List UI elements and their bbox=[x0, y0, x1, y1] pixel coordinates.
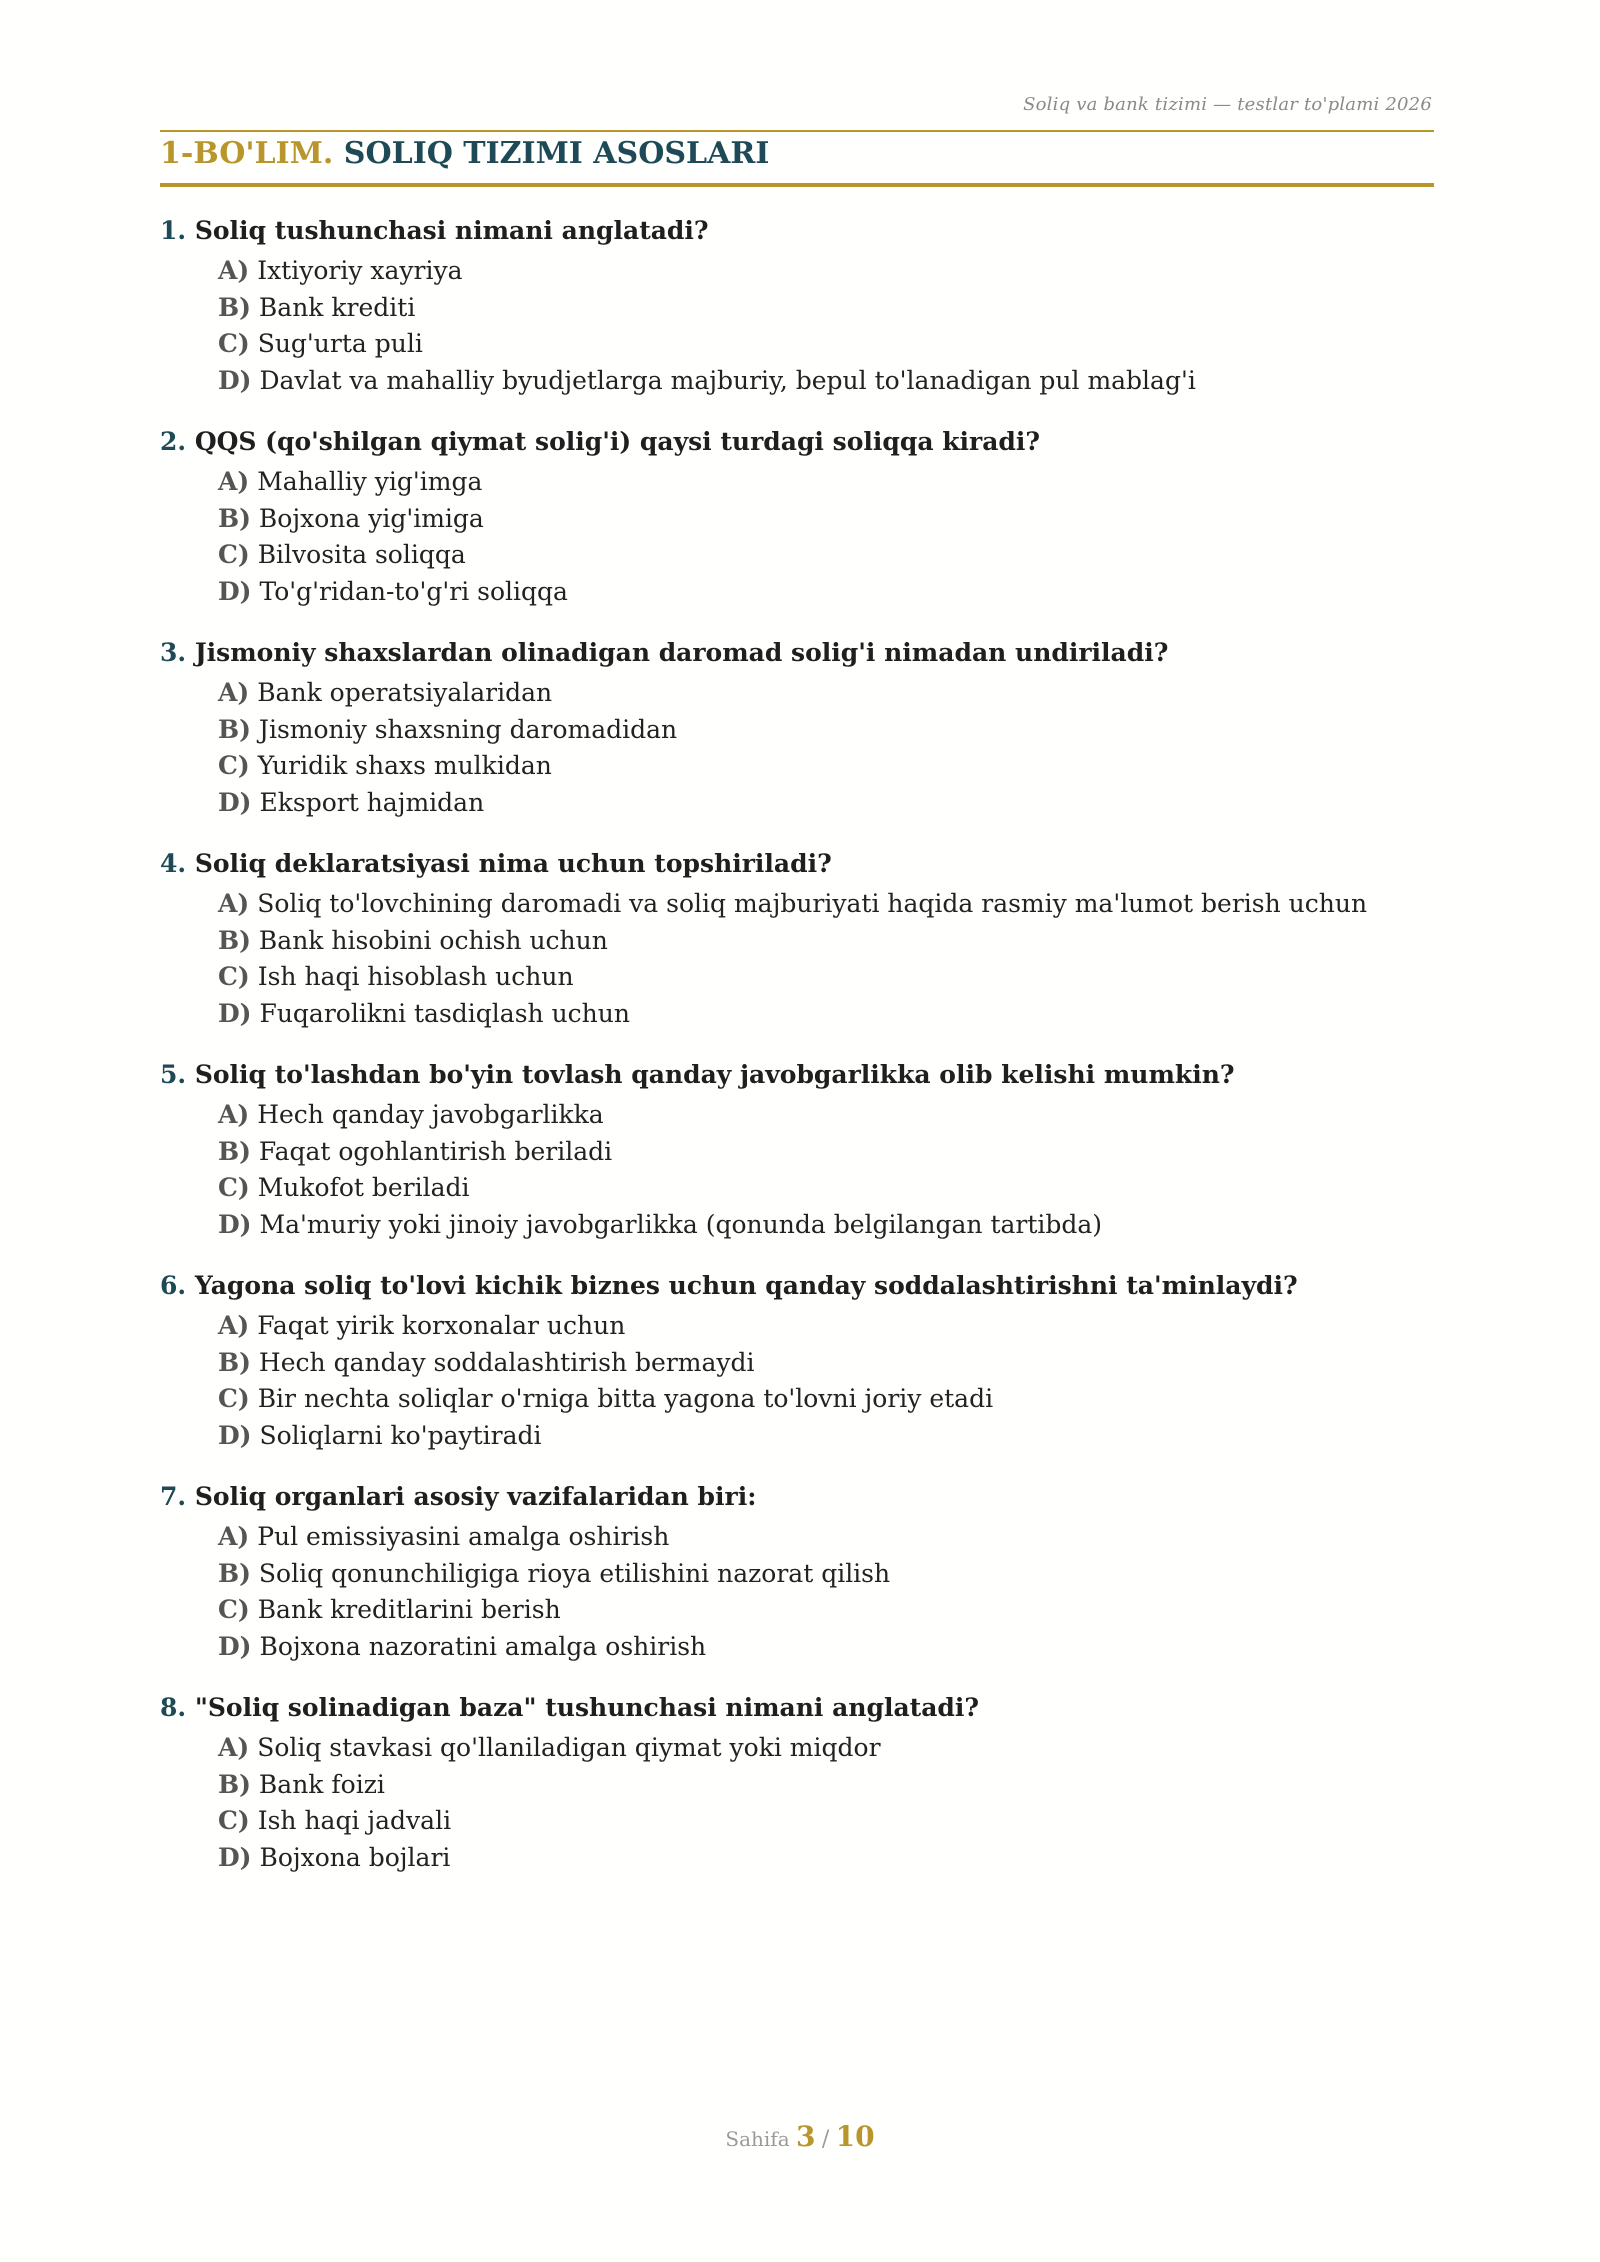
section-number: 1-BO'LIM. bbox=[160, 136, 334, 171]
option-letter: C) bbox=[218, 1806, 250, 1835]
option-letter: D) bbox=[218, 1209, 252, 1239]
answer-options bbox=[218, 1519, 1440, 1665]
option-text: Soliq stavkasi qo'llaniladigan qiymat yoki miqdor bbox=[257, 1733, 881, 1762]
running-header: Soliq va bank tizimi — testlar to'plami 2026 bbox=[1023, 94, 1432, 115]
section-name: SOLIQ TIZIMI ASOSLARI bbox=[343, 136, 770, 171]
option-text: Ixtiyoriy xayriya bbox=[257, 256, 463, 285]
option-letter: A) bbox=[218, 1311, 250, 1340]
question-number: 4. bbox=[160, 849, 187, 878]
answer-option bbox=[218, 712, 1440, 749]
option-text: Faqat yirik korxonalar uchun bbox=[257, 1311, 626, 1340]
question-number: 5. bbox=[160, 1060, 187, 1089]
option-letter: A) bbox=[218, 889, 250, 918]
answer-options bbox=[218, 253, 1440, 399]
option-text: Pul emissiyasini amalga oshirish bbox=[257, 1522, 670, 1551]
question-text bbox=[160, 1477, 1440, 1517]
option-text: Bojxona yig'imiga bbox=[258, 503, 484, 533]
answer-options bbox=[218, 1730, 1440, 1876]
answer-option bbox=[218, 1170, 1440, 1207]
option-text: Bir nechta soliqlar o'rniga bitta yagona to'lovni joriy etadi bbox=[257, 1384, 994, 1413]
option-text: Bank hisobini ochish uchun bbox=[258, 925, 608, 955]
option-letter: B) bbox=[218, 1136, 251, 1166]
option-text: Eksport hajmidan bbox=[259, 787, 485, 817]
answer-option bbox=[218, 1519, 1440, 1556]
option-text: Hech qanday javobgarlikka bbox=[257, 1100, 604, 1129]
section-rule bbox=[160, 183, 1434, 187]
question-item bbox=[160, 422, 1440, 610]
option-text: Ma'muriy yoki jinoiy javobgarlikka (qonunda belgilangan tartibda) bbox=[259, 1209, 1103, 1239]
answer-option bbox=[218, 1803, 1440, 1840]
option-text: Bank krediti bbox=[258, 292, 416, 322]
question-item bbox=[160, 633, 1440, 821]
page-separator: / bbox=[821, 2127, 830, 2152]
answer-option bbox=[218, 1097, 1440, 1134]
option-letter: D) bbox=[218, 1420, 252, 1450]
answer-option bbox=[218, 363, 1440, 400]
question-body: Soliq deklaratsiyasi nima uchun topshiriladi? bbox=[194, 849, 832, 878]
option-text: Yuridik shaxs mulkidan bbox=[257, 751, 552, 780]
answer-option bbox=[218, 1767, 1440, 1804]
question-text bbox=[160, 1055, 1440, 1095]
answer-options bbox=[218, 1308, 1440, 1454]
answer-options bbox=[218, 1097, 1440, 1243]
question-number: 3. bbox=[160, 638, 187, 667]
option-letter: D) bbox=[218, 576, 252, 606]
option-letter: A) bbox=[218, 256, 250, 285]
option-letter: D) bbox=[218, 1631, 252, 1661]
question-body: Jismoniy shaxslardan olinadigan daromad solig'i nimadan undiriladi? bbox=[194, 638, 1169, 667]
option-text: Mahalliy yig'imga bbox=[257, 467, 483, 496]
question-item bbox=[160, 211, 1440, 399]
answer-option bbox=[218, 1308, 1440, 1345]
option-text: Faqat ogohlantirish beriladi bbox=[258, 1136, 613, 1166]
answer-option bbox=[218, 959, 1440, 996]
option-letter: A) bbox=[218, 467, 250, 496]
question-text bbox=[160, 1688, 1440, 1728]
option-letter: A) bbox=[218, 1522, 250, 1551]
answer-option bbox=[218, 996, 1440, 1033]
question-text bbox=[160, 422, 1440, 462]
option-text: Soliqlarni ko'paytiradi bbox=[259, 1420, 542, 1450]
question-text bbox=[160, 1266, 1440, 1306]
option-letter: C) bbox=[218, 329, 250, 358]
page-current: 3 bbox=[796, 2120, 816, 2153]
answer-option bbox=[218, 886, 1440, 923]
option-text: Soliq to'lovchining daromadi va soliq majburiyati haqida rasmiy ma'lumot berish uchun bbox=[257, 889, 1368, 918]
answer-option bbox=[218, 326, 1440, 363]
answer-option bbox=[218, 785, 1440, 822]
question-number: 2. bbox=[160, 427, 187, 456]
option-letter: A) bbox=[218, 1100, 250, 1129]
answer-option bbox=[218, 1381, 1440, 1418]
answer-options bbox=[218, 675, 1440, 821]
option-letter: D) bbox=[218, 998, 252, 1028]
question-text bbox=[160, 211, 1440, 251]
option-letter: A) bbox=[218, 678, 250, 707]
header-rule bbox=[160, 130, 1434, 132]
option-text: Ish haqi jadvali bbox=[257, 1806, 452, 1835]
question-body: Soliq to'lashdan bo'yin tovlash qanday javobgarlikka olib kelishi mumkin? bbox=[194, 1060, 1235, 1089]
question-list bbox=[160, 211, 1440, 1899]
option-text: To'g'ridan-to'g'ri soliqqa bbox=[259, 576, 568, 606]
question-body: Soliq organlari asosiy vazifalaridan biri: bbox=[194, 1482, 757, 1511]
answer-option bbox=[218, 1556, 1440, 1593]
option-letter: B) bbox=[218, 1769, 251, 1799]
question-number: 1. bbox=[160, 216, 187, 245]
option-letter: C) bbox=[218, 1384, 250, 1413]
answer-option bbox=[218, 501, 1440, 538]
option-text: Bank operatsiyalaridan bbox=[257, 678, 553, 707]
answer-option bbox=[218, 1207, 1440, 1244]
question-text bbox=[160, 633, 1440, 673]
question-number: 6. bbox=[160, 1271, 187, 1300]
option-text: Fuqarolikni tasdiqlash uchun bbox=[259, 998, 630, 1028]
answer-option bbox=[218, 1592, 1440, 1629]
option-text: Mukofot beriladi bbox=[257, 1173, 470, 1202]
answer-option bbox=[218, 253, 1440, 290]
question-body: Yagona soliq to'lovi kichik biznes uchun qanday soddalashtirishni ta'minlaydi? bbox=[194, 1271, 1298, 1300]
option-letter: A) bbox=[218, 1733, 250, 1762]
option-letter: B) bbox=[218, 714, 251, 744]
page-footer bbox=[0, 2120, 1600, 2153]
option-text: Soliq qonunchiligiga rioya etilishini nazorat qilish bbox=[258, 1558, 891, 1588]
option-letter: B) bbox=[218, 503, 251, 533]
answer-options bbox=[218, 464, 1440, 610]
page-label: Sahifa bbox=[725, 2127, 790, 2151]
option-text: Bojxona nazoratini amalga oshirish bbox=[259, 1631, 707, 1661]
question-text bbox=[160, 844, 1440, 884]
option-text: Davlat va mahalliy byudjetlarga majburiy, bepul to'lanadigan pul mablag'i bbox=[259, 365, 1196, 395]
answer-options bbox=[218, 886, 1440, 1032]
answer-option bbox=[218, 923, 1440, 960]
option-text: Hech qanday soddalashtirish bermaydi bbox=[258, 1347, 755, 1377]
answer-option bbox=[218, 574, 1440, 611]
option-text: Ish haqi hisoblash uchun bbox=[257, 962, 574, 991]
answer-option bbox=[218, 1418, 1440, 1455]
option-letter: C) bbox=[218, 1595, 250, 1624]
option-text: Jismoniy shaxsning daromadidan bbox=[258, 714, 678, 744]
option-letter: D) bbox=[218, 787, 252, 817]
option-letter: C) bbox=[218, 962, 250, 991]
question-item bbox=[160, 844, 1440, 1032]
option-letter: C) bbox=[218, 751, 250, 780]
option-letter: C) bbox=[218, 1173, 250, 1202]
option-text: Bank foizi bbox=[258, 1769, 385, 1799]
option-text: Sug'urta puli bbox=[257, 329, 423, 358]
option-letter: B) bbox=[218, 1347, 251, 1377]
answer-option bbox=[218, 1134, 1440, 1171]
option-text: Bilvosita soliqqa bbox=[257, 540, 466, 569]
option-letter: D) bbox=[218, 1842, 252, 1872]
answer-option bbox=[218, 1730, 1440, 1767]
question-item bbox=[160, 1266, 1440, 1454]
option-letter: B) bbox=[218, 292, 251, 322]
question-number: 7. bbox=[160, 1482, 187, 1511]
answer-option bbox=[218, 464, 1440, 501]
answer-option bbox=[218, 1345, 1440, 1382]
section-title bbox=[160, 134, 769, 174]
option-letter: B) bbox=[218, 925, 251, 955]
answer-option bbox=[218, 1629, 1440, 1666]
question-item bbox=[160, 1055, 1440, 1243]
question-body: "Soliq solinadigan baza" tushunchasi nimani anglatadi? bbox=[194, 1693, 980, 1722]
option-letter: C) bbox=[218, 540, 250, 569]
question-item bbox=[160, 1477, 1440, 1665]
option-text: Bank kreditlarini berish bbox=[257, 1595, 561, 1624]
question-number: 8. bbox=[160, 1693, 187, 1722]
answer-option bbox=[218, 1840, 1440, 1877]
answer-option bbox=[218, 290, 1440, 327]
option-text: Bojxona bojlari bbox=[259, 1842, 451, 1872]
answer-option bbox=[218, 675, 1440, 712]
answer-option bbox=[218, 537, 1440, 574]
question-item bbox=[160, 1688, 1440, 1876]
question-body: Soliq tushunchasi nimani anglatadi? bbox=[194, 216, 709, 245]
answer-option bbox=[218, 748, 1440, 785]
question-body: QQS (qo'shilgan qiymat solig'i) qaysi turdagi soliqqa kiradi? bbox=[194, 427, 1041, 456]
option-letter: B) bbox=[218, 1558, 251, 1588]
option-letter: D) bbox=[218, 365, 252, 395]
page-total: 10 bbox=[835, 2120, 875, 2153]
